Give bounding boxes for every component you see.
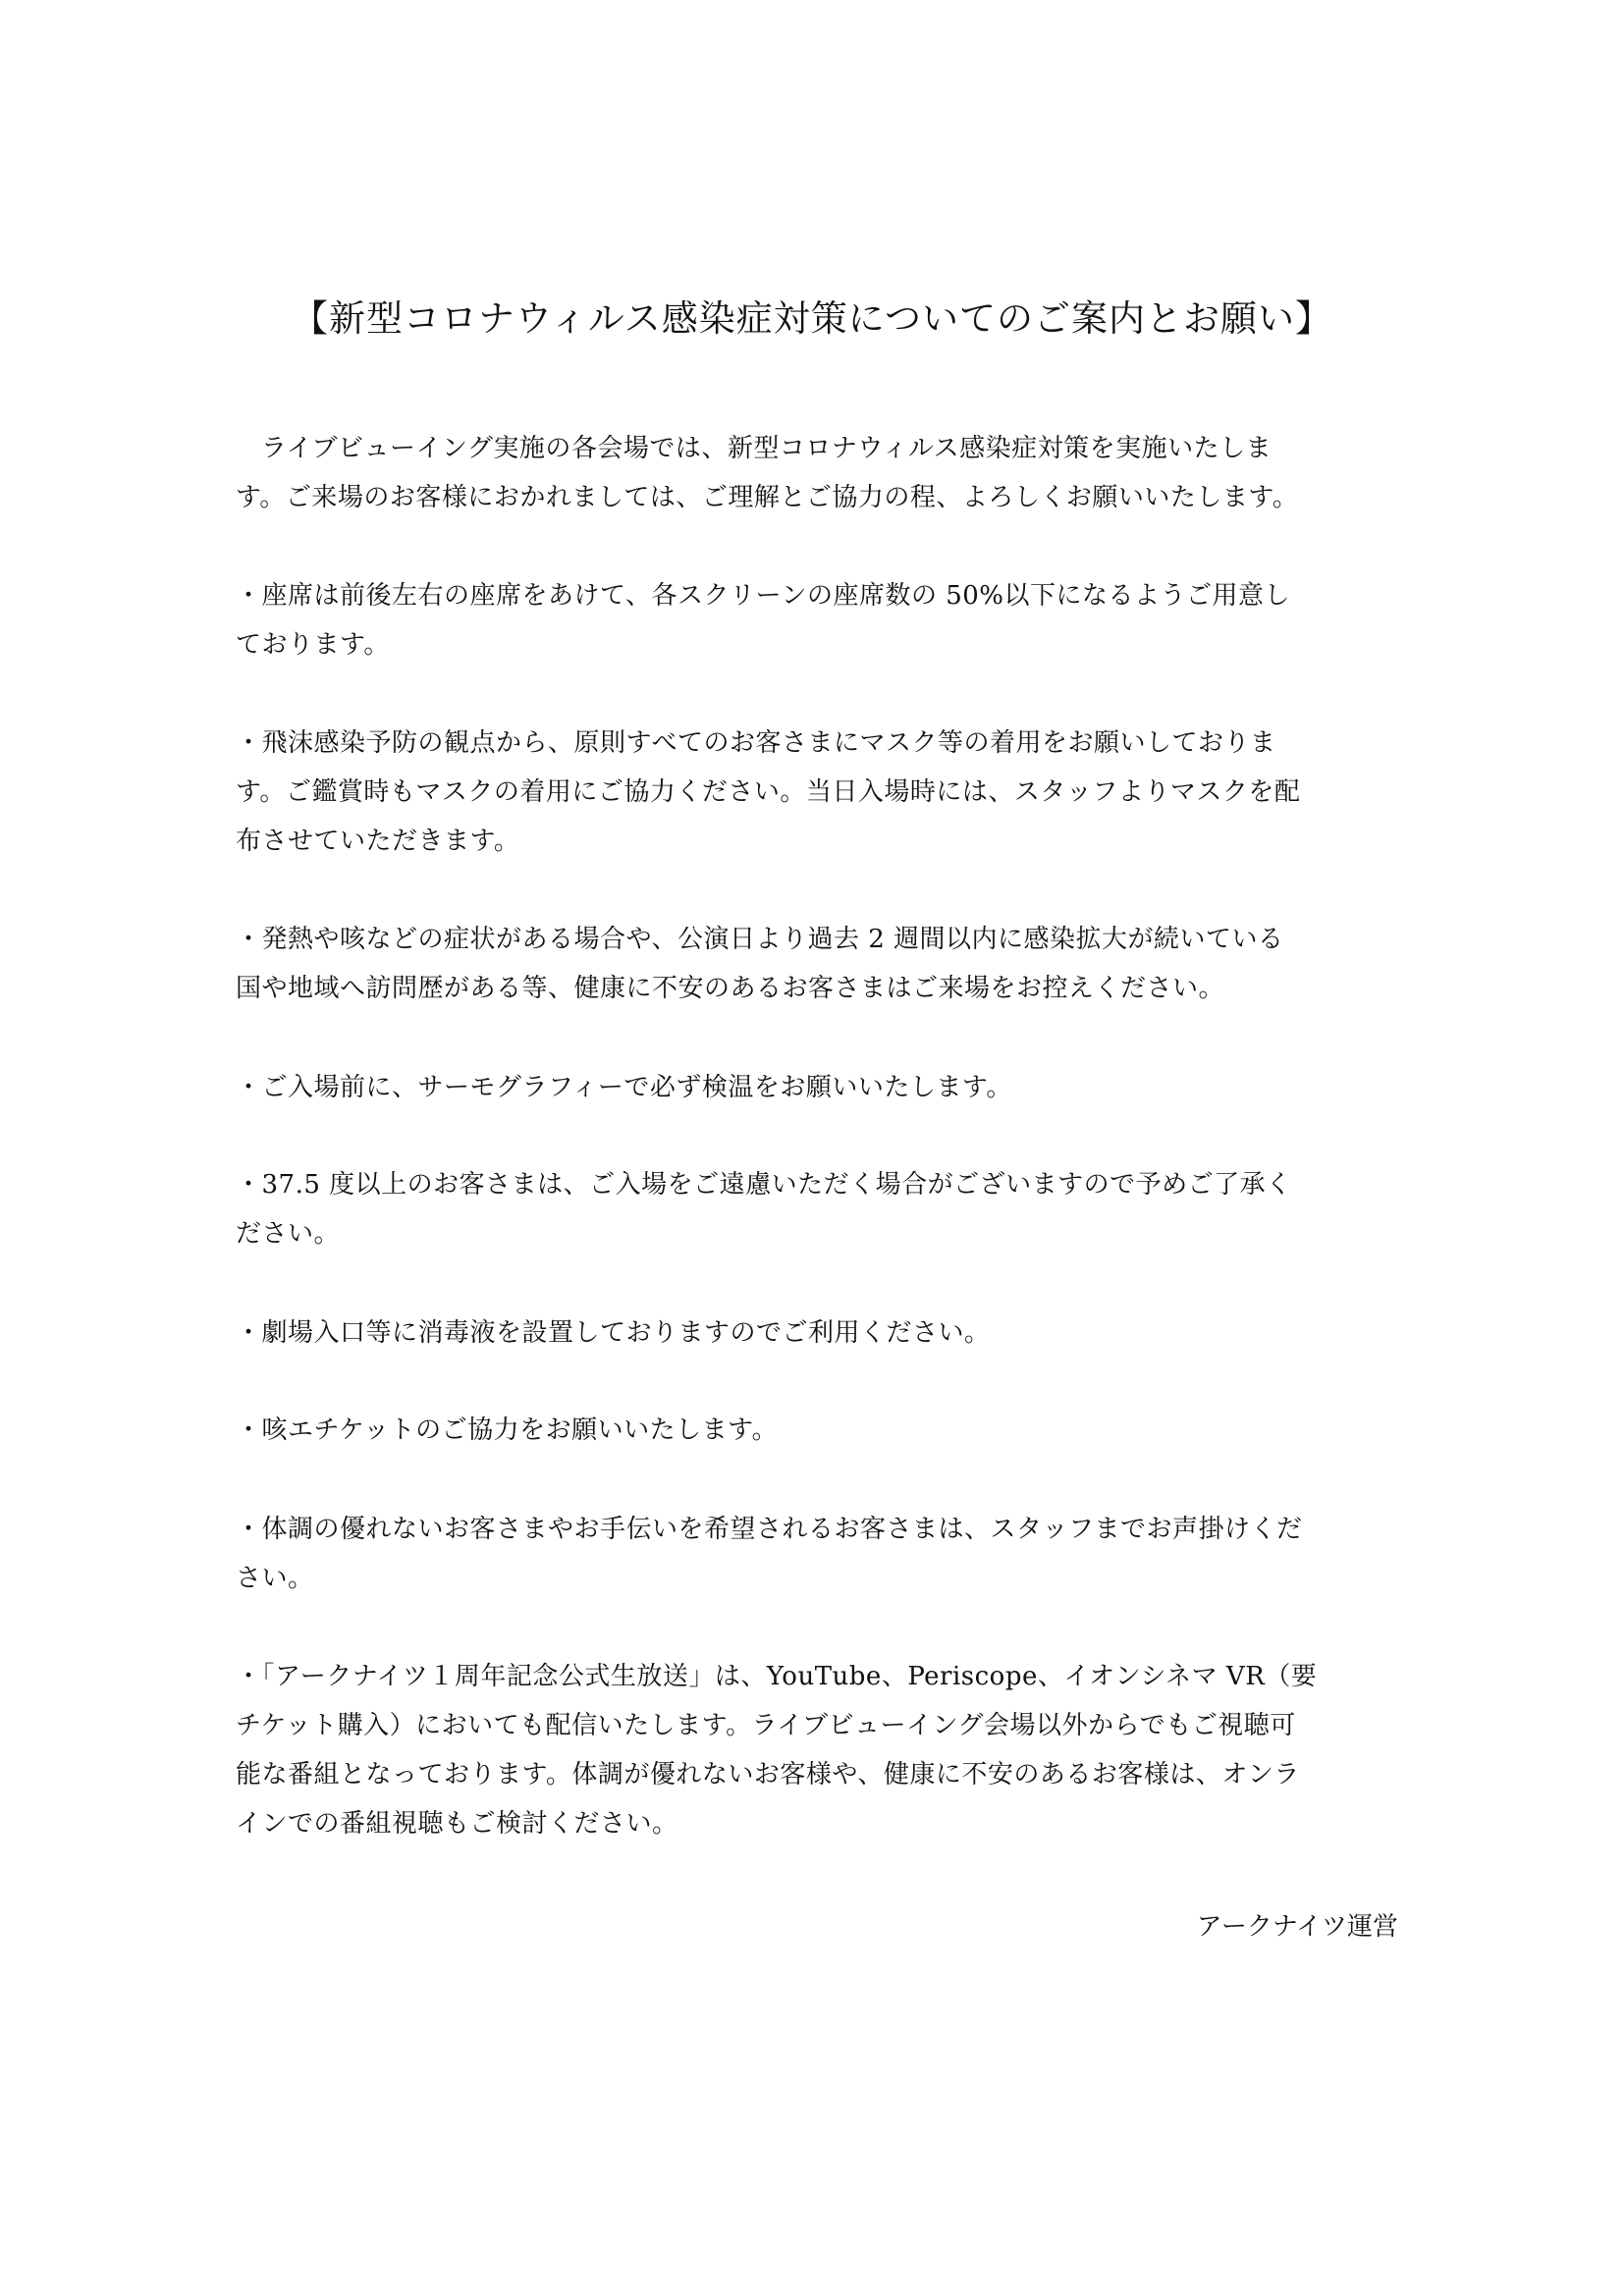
notice-item-seating	[236, 571, 1398, 669]
notice-item-cough-etiquette	[236, 1406, 1398, 1455]
notice-line: チケット購入）においても配信いたします。ライブビューイング会場以外からでもご視聴可	[236, 1711, 1296, 1740]
notice-line: ・37.5 度以上のお客さまは、ご入場をご遠慮いただく場合がございますので予めご了承く	[236, 1170, 1292, 1200]
notice-line: ・咳エチケットのご協力をお願いいたします。	[236, 1415, 779, 1445]
notice-line: ・座席は前後左右の座席をあけて、各スクリーンの座席数の 50%以下になるようご用意し	[236, 581, 1291, 611]
notice-line: 布させていただきます。	[236, 827, 520, 856]
notice-line: す。ご鑑賞時もマスクの着用にご協力ください。当日入場時には、スタッフよりマスクを配	[236, 777, 1301, 807]
notice-line: インでの番組視聴もご検討ください。	[236, 1809, 678, 1839]
notice-line: ております。	[236, 630, 390, 660]
notice-item-mask	[236, 719, 1398, 866]
document-signature: アークナイツ運営	[1196, 1912, 1398, 1942]
notice-item-thermography	[236, 1063, 1398, 1112]
notice-line: ・ご入場前に、サーモグラフィーで必ず検温をお願いいたします。	[236, 1073, 1012, 1102]
notice-line: ・発熱や咳などの症状がある場合や、公演日より過去 2 週間以内に感染拡大が続いている	[236, 925, 1284, 954]
notice-line: 能な番組となっております。体調が優れないお客様や、健康に不安のあるお客様は、オンラ	[236, 1760, 1300, 1789]
notice-line: ・劇場入口等に消毒液を設置しておりますのでご利用ください。	[236, 1318, 991, 1348]
intro-paragraph	[236, 424, 1398, 522]
document-title: 【新型コロナウィルス感染症対策についてのご案内とお願い】	[292, 297, 1332, 340]
notice-item-online-broadcast	[236, 1652, 1398, 1848]
notice-line: ・「アークナイツ１周年記念公式生放送」は、YouTube、Periscope、イオンシネマ VR（要	[236, 1662, 1318, 1691]
notice-item-symptoms	[236, 915, 1398, 1013]
intro-line: す。ご来場のお客様におかれましては、ご理解とご協力の程、よろしくお願いいたします。	[236, 483, 1299, 512]
notice-line: ・飛沫感染予防の観点から、原則すべてのお客さまにマスク等の着用をお願いしておりま	[236, 728, 1276, 758]
notice-item-assistance	[236, 1505, 1398, 1603]
notice-line: さい。	[236, 1564, 314, 1593]
notice-line: 国や地域へ訪問歴がある等、健康に不安のあるお客さまはご来場をお控えください。	[236, 974, 1225, 1003]
intro-line: ライブビューイング実施の各会場では、新型コロナウィルス感染症対策を実施いたしま	[261, 434, 1272, 463]
notice-item-temperature	[236, 1160, 1398, 1258]
notice-line: ださい。	[236, 1219, 341, 1249]
notice-line: ・体調の優れないお客さまやお手伝いを希望されるお客さまは、スタッフまでお声掛けくだ	[236, 1515, 1303, 1544]
notice-item-disinfectant	[236, 1308, 1398, 1358]
